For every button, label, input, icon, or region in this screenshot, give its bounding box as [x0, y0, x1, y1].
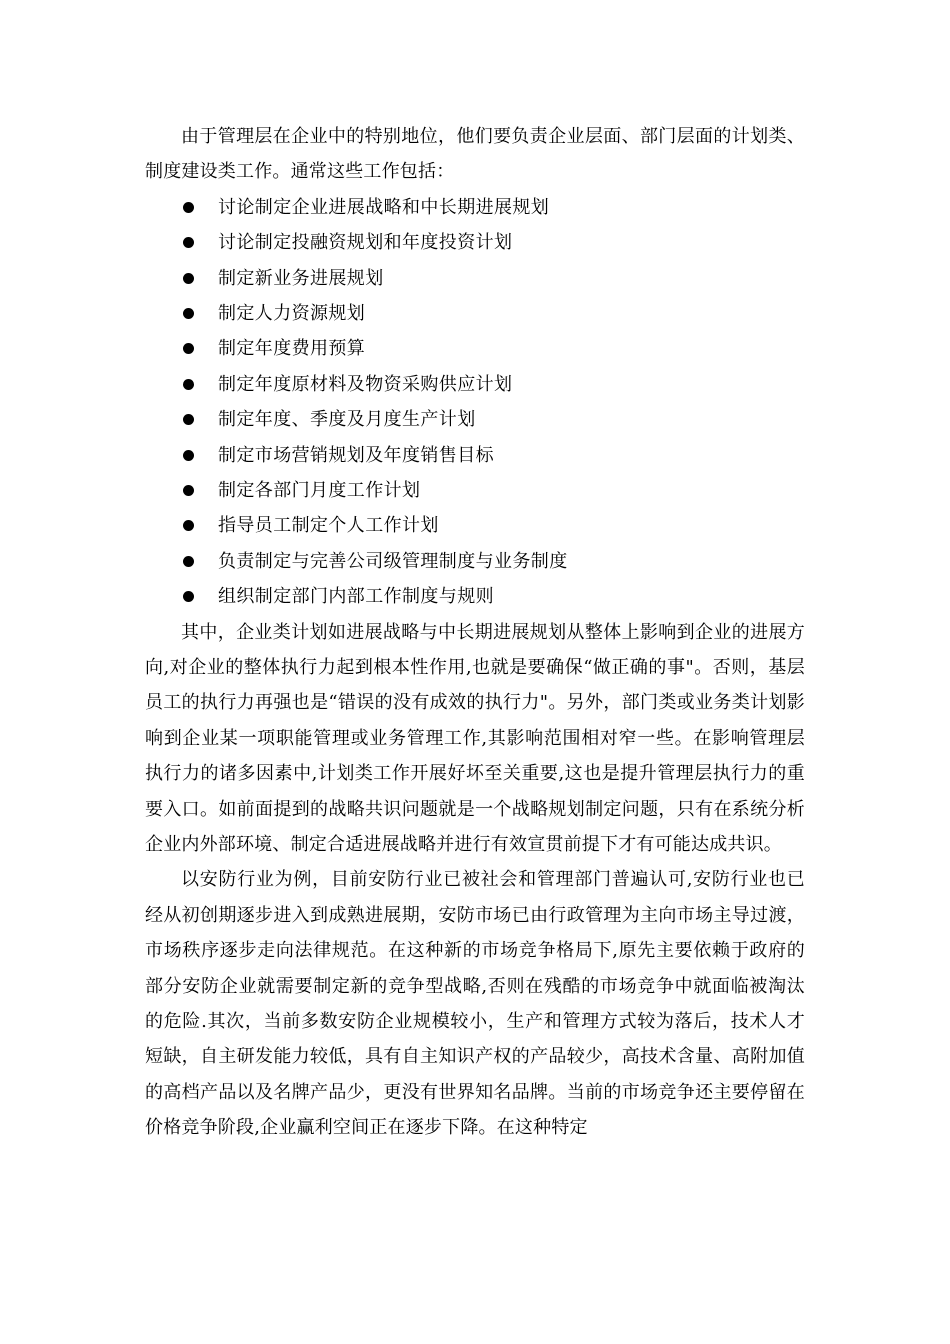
bullet-icon: [183, 379, 194, 390]
work-items-list: [145, 190, 805, 615]
list-item: [145, 190, 805, 225]
strategy-paragraph: 其中，企业类计划如进展战略与中长期进展规划从整体上影响到企业的进展方向,对企业的整体执行力起到根本性作用,也就是要确保“做正确的事"。否则，基层员工的执行力再强也是“错误的没有成效的执行力"。另外，部门类或业务类计划影响到企业某一项职能管理或业务管理工作,其影响范围相对窄一些。在影响管理层执行力的诸多因素中,计划类工作开展好坏至关重要,这也是提升管理层执行力的重要入口。如前面提到的战略共识问题就是一个战略规划制定问题，只有在系统分析企业内外部环境、制定合适进展战略并进行有效宣贯前提下才有可能达成共识。: [145, 621, 805, 855]
bullet-icon: [183, 273, 194, 284]
list-item: [145, 402, 805, 437]
bullet-icon: [183, 485, 194, 496]
list-item-text: 制定年度原材料及物资采购供应计划: [218, 373, 513, 395]
list-item: [145, 225, 805, 260]
bullet-icon: [183, 237, 194, 248]
list-item-text: 制定市场营销规划及年度销售目标: [218, 444, 494, 466]
list-item-text: 制定人力资源规划: [218, 302, 366, 324]
list-item-text: 讨论制定企业进展战略和中长期进展规划: [218, 196, 550, 218]
list-item-text: 制定年度、季度及月度生产计划: [218, 409, 476, 431]
document-body: [145, 119, 805, 1146]
list-item: [145, 438, 805, 473]
list-item: [145, 508, 805, 543]
bullet-icon: [183, 450, 194, 461]
list-item: [145, 331, 805, 366]
list-item-text: 制定新业务进展规划: [218, 267, 384, 289]
security-industry-paragraph: 以安防行业为例，目前安防行业已被社会和管理部门普遍认可,安防行业也已经从初创期逐步进入到成熟进展期，安防市场已由行政管理为主向市场主导过渡，市场秩序逐步走向法律规范。在这种新的市场竞争格局下,原先主要依赖于政府的部分安防企业就需要制定新的竞争型战略,否则在残酷的市场竞争中就面临被淘汰的危险.其次，当前多数安防企业规模较小，生产和管理方式较为落后，技术人才短缺，自主研发能力较低，具有自主知识产权的产品较少，高技术含量、高附加值的高档产品以及名牌产品少，更没有世界知名品牌。当前的市场竞争还主要停留在价格竞争阶段,企业赢利空间正在逐步下降。在这种特定: [145, 869, 805, 1139]
bullet-icon: [183, 308, 194, 319]
list-item: [145, 473, 805, 508]
list-item: [145, 261, 805, 296]
bullet-icon: [183, 414, 194, 425]
list-item-text: 指导员工制定个人工作计划: [218, 515, 439, 537]
bullet-icon: [183, 202, 194, 213]
bullet-icon: [183, 591, 194, 602]
intro-paragraph: 由于管理层在企业中的特别地位，他们要负责企业层面、部门层面的计划类、制度建设类工作。通常这些工作包括：: [145, 126, 805, 183]
list-item: [145, 579, 805, 614]
bullet-icon: [183, 343, 194, 354]
list-item-text: 组织制定部门内部工作制度与规则: [218, 586, 494, 608]
list-item-text: 制定年度费用预算: [218, 338, 366, 360]
list-item-text: 负责制定与完善公司级管理制度与业务制度: [218, 550, 568, 572]
list-item: [145, 367, 805, 402]
list-item: [145, 544, 805, 579]
bullet-icon: [183, 520, 194, 531]
list-item-text: 制定各部门月度工作计划: [218, 479, 421, 501]
bullet-icon: [183, 556, 194, 567]
list-item-text: 讨论制定投融资规划和年度投资计划: [218, 232, 513, 254]
list-item: [145, 296, 805, 331]
